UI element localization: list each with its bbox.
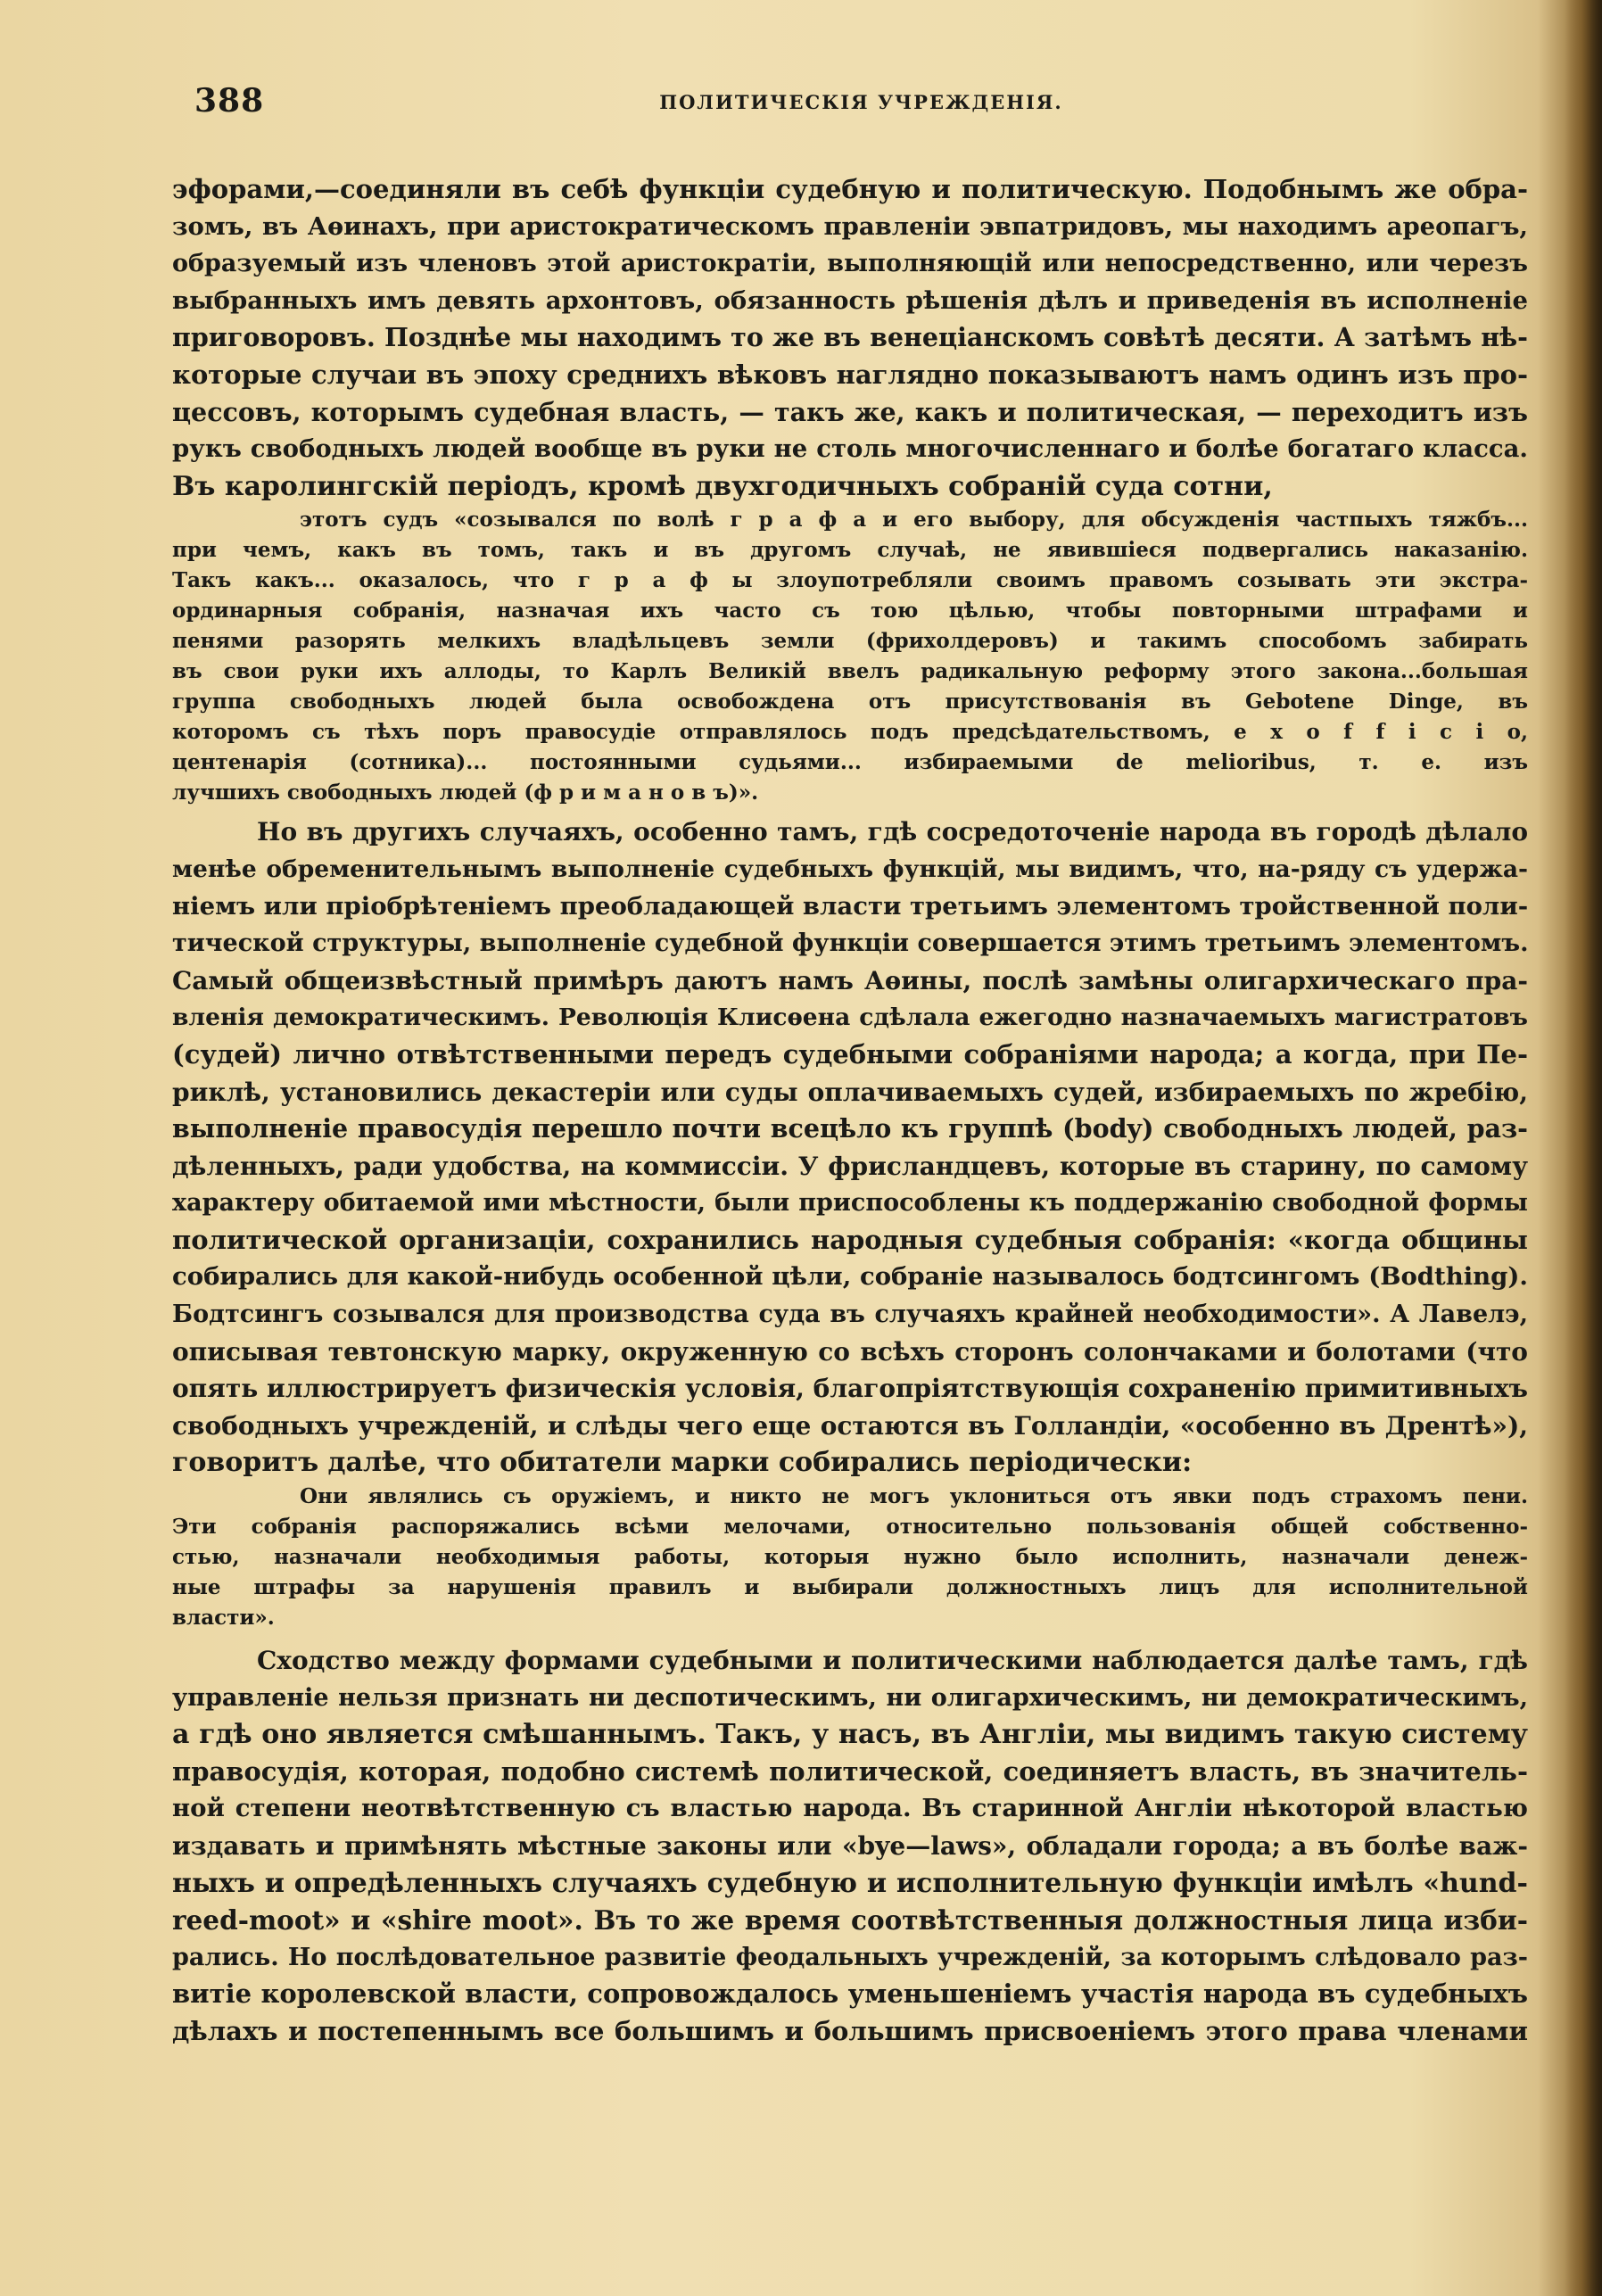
text-line: Бодтсингъ созывался для производства суда въ случаяхъ крайней необходимости». А Лавелэ, — [172, 1301, 1528, 1329]
text-line: риклѣ, установились декастеріи или суды оплачиваемыхъ судей, избираемыхъ по жребію, — [172, 1077, 1528, 1107]
text-line: свободныхъ учрежденій, и слѣды чего еще остаются въ Голландіи, «особенно въ Дрентѣ»), — [172, 1410, 1528, 1441]
paragraph-1 — [172, 171, 1528, 505]
body-text — [172, 171, 1528, 2051]
text-line: витіе королевской власти, сопровождалось уменьшеніемъ участія народа въ судебныхъ — [172, 1978, 1528, 2010]
text-line: дѣлахъ и постепеннымъ все большимъ и большимъ присвоеніемъ этого права членами — [172, 2015, 1528, 2046]
paragraph-3 — [172, 1642, 1528, 2051]
text-line: характеру обитаемой ими мѣстности, были приспособлены къ поддержанію свободной формы — [172, 1189, 1528, 1218]
quote-line: Такъ какъ... оказалось, что г р а ф ы злоупотребляли своимъ правомъ созывать эти экстра- — [172, 568, 1528, 593]
quote-line: группа свободныхъ людей была освобождена отъ присутствованія въ Gebotene Dinge, въ — [172, 690, 1528, 714]
text-line: Самый общеизвѣстный примѣръ даютъ намъ Аѳины, послѣ замѣны олигархическаго пра- — [172, 965, 1528, 995]
quote-block-2 — [172, 1482, 1528, 1633]
quote-line: ординарныя собранія, назначая ихъ часто съ тою цѣлью, чтобы повторными штрафами и — [172, 599, 1528, 624]
book-spine-shadow — [1565, 0, 1602, 2296]
text-line: рались. Но послѣдовательное развитіе феодальныхъ учрежденій, за которымъ слѣдовало раз- — [172, 1943, 1528, 1971]
quote-line: этотъ судъ «созывался по волѣ г р а ф а и его выбору, для обсужденія частпыхъ тяжбъ... — [300, 508, 1528, 533]
text-line: Въ каролингскій періодъ, кромѣ двухгодичныхъ собраній суда сотни, — [172, 470, 1273, 502]
page-header — [194, 78, 1528, 132]
text-line: зомъ, въ Аѳинахъ, при аристократическомъ правленіи эвпатридовъ, мы находимъ ареопагъ, — [172, 211, 1528, 241]
text-line: опять иллюстрируетъ физическія условія, благопріятствующія сохраненію примитивныхъ — [172, 1374, 1528, 1404]
quote-line: власти». — [172, 1606, 275, 1631]
text-line: вленія демократическимъ. Революція Клисѳена сдѣлала ежегодно назначаемыхъ магистратовъ — [172, 1003, 1528, 1032]
quote-line: стью, назначали необходимыя работы, которыя нужно было исполнить, назначали денеж- — [172, 1545, 1528, 1570]
text-line: описывая тевтонскую марку, окруженную со всѣхъ сторонъ солончаками и болотами (что — [172, 1336, 1528, 1367]
quote-line: Эти собранія распоряжались всѣми мелочами, относительно пользованія общей собственно- — [172, 1515, 1528, 1540]
paragraph-2 — [172, 814, 1528, 1482]
running-head: ПОЛИТИЧЕСКІЯ УЧРЕЖДЕНІЯ. — [659, 91, 1063, 113]
text-line: выбранныхъ имъ девять архонтовъ, обязанность рѣшенія дѣлъ и приведенія въ исполненіе — [172, 285, 1528, 315]
text-line: образуемый изъ членовъ этой аристократіи, выполняющій или непосредственно, или черезъ — [172, 250, 1528, 278]
page-number: 388 — [194, 82, 265, 120]
quote-line: въ свои руки ихъ аллоды, то Карлъ Великій ввелъ радикальную реформу этого закона...большая — [172, 659, 1528, 684]
text-line: рукъ свободныхъ людей вообще въ руки не столь многочисленнаго и болѣе богатаго класса. — [172, 434, 1528, 464]
text-line: ной степени неотвѣтственную съ властью народа. Въ старинной Англіи нѣкоторой властью — [172, 1794, 1528, 1823]
text-line: (судей) лично отвѣтственными передъ судебными собраніями народа; а когда, при Пе- — [172, 1038, 1528, 1070]
text-line: политической организаціи, сохранились народныя судебныя собранія: «когда общины — [172, 1224, 1528, 1255]
text-line: собирались для какой-нибудь особенной цѣли, собраніе называлось бодтсингомъ (Bodthing). — [172, 1262, 1528, 1292]
quote-block-1 — [172, 505, 1528, 808]
text-line: которые случаи въ эпоху среднихъ вѣковъ наглядно показываютъ намъ одинъ изъ про- — [172, 359, 1528, 390]
text-line: эфорами,—соединяли въ себѣ функціи судебную и политическую. Подобнымъ же обра- — [172, 174, 1528, 204]
text-line: издавать и примѣнять мѣстные законы или «bye—laws», обладали города; а въ болѣе важ- — [172, 1831, 1528, 1861]
quote-line: лучшихъ свободныхъ людей (ф р и м а н о в ъ)». — [172, 780, 759, 805]
text-line: тической структуры, выполненіе судебной функціи совершается этимъ третьимъ элементомъ. — [172, 929, 1528, 958]
text-line: приговоровъ. Позднѣе мы находимъ то же въ венеціанскомъ совѣтѣ десяти. А затѣмъ нѣ- — [172, 322, 1528, 353]
quote-line: ные штрафы за нарушенія правилъ и выбирали должностныхъ лицъ для исполнительной — [172, 1575, 1528, 1600]
quote-line: Они являлись съ оружіемъ, и никто не могъ уклониться отъ явки подъ страхомъ пени. — [300, 1484, 1528, 1509]
text-line: а гдѣ оно является смѣшаннымъ. Такъ, у насъ, въ Англіи, мы видимъ такую систему — [172, 1719, 1528, 1751]
text-line: цессовъ, которымъ судебная власть, — такъ же, какъ и политическая, — переходитъ изъ — [172, 396, 1528, 427]
text-line: управленіе нельзя признать ни деспотическимъ, ни олигархическимъ, ни демократическимъ, — [172, 1683, 1528, 1712]
text-line: Но въ другихъ случаяхъ, особенно тамъ, гдѣ сосредоточеніе народа въ городѣ дѣлало — [257, 817, 1528, 847]
text-line: менѣе обременительнымъ выполненіе судебныхъ функцій, мы видимъ, что, на-ряду съ удержа- — [172, 855, 1528, 883]
text-line: говоритъ далѣе, что обитатели марки собирались періодически: — [172, 1447, 1193, 1479]
text-line: правосудія, которая, подобно системѣ политической, соединяетъ власть, въ значитель- — [172, 1755, 1528, 1787]
text-line: reed-moot» и «shire moot». Въ то же время соотвѣтственныя должностныя лица изби- — [172, 1904, 1528, 1937]
quote-line: которомъ съ тѣхъ поръ правосудіе отправлялось подъ предсѣдательствомъ, e x o f f i c i o, — [172, 720, 1528, 745]
quote-line: пенями разорять мелкихъ владѣльцевъ земли (фрихолдеровъ) и такимъ способомъ забирать — [172, 629, 1528, 654]
text-line: ныхъ и опредѣленныхъ случаяхъ судебную и исполнительную функціи имѣлъ «hund- — [172, 1867, 1528, 1899]
quote-line: центенарія (сотника)... постоянными судьями... избираемыми de melioribus, т. е. изъ — [172, 750, 1528, 775]
quote-line: при чемъ, какъ въ томъ, такъ и въ другомъ случаѣ, не явившіеся подвергались наказанію. — [172, 538, 1528, 563]
text-line: Сходство между формами судебными и политическими наблюдается далѣе тамъ, гдѣ — [257, 1646, 1528, 1676]
text-line: ніемъ или пріобрѣтеніемъ преобладающей власти третьимъ элементомъ тройственной поли- — [172, 891, 1528, 921]
text-line: дѣленныхъ, ради удобства, на коммиссіи. У фрисландцевъ, которые въ старину, по самому — [172, 1151, 1528, 1181]
text-line: выполненіе правосудія перешло почти всецѣло къ группѣ (body) свободныхъ людей, раз- — [172, 1113, 1528, 1144]
